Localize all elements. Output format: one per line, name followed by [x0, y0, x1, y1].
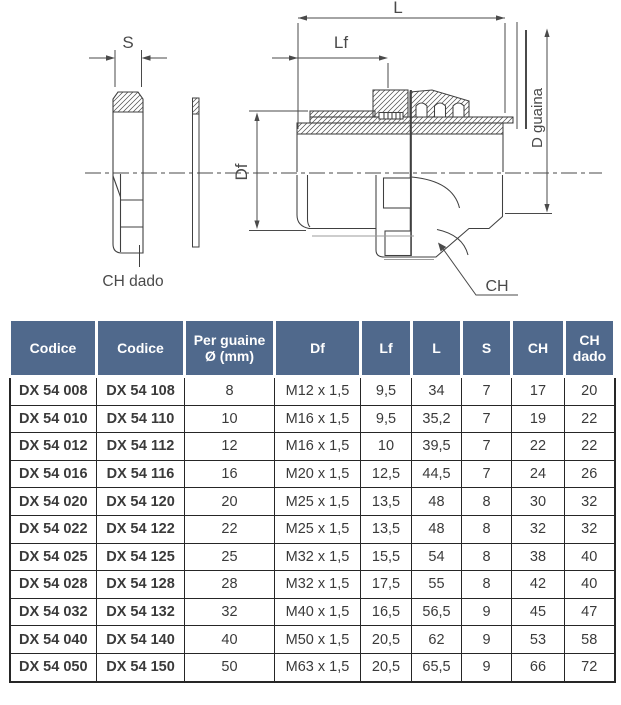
dimension-Lf	[272, 55, 388, 88]
table-cell: DX 54 112	[97, 433, 185, 461]
table-cell: 10	[185, 405, 275, 433]
table-cell: 40	[185, 626, 275, 654]
table-cell: DX 54 020	[10, 488, 97, 516]
table-cell: M25 x 1,5	[275, 488, 361, 516]
table-cell: M50 x 1,5	[275, 626, 361, 654]
table-cell: 56,5	[412, 598, 462, 626]
table-cell: 8	[462, 571, 512, 599]
column-header: S	[462, 320, 512, 377]
table-cell: 7	[462, 377, 512, 406]
table-cell: 9	[462, 653, 512, 681]
dimension-S	[89, 50, 167, 87]
table-cell: 20,5	[361, 626, 412, 654]
table-cell: DX 54 128	[97, 571, 185, 599]
table-cell: 47	[565, 598, 615, 626]
table-cell: 65,5	[412, 653, 462, 681]
table-cell: DX 54 032	[10, 598, 97, 626]
table-cell: 7	[462, 405, 512, 433]
table-cell: 34	[412, 377, 462, 406]
table-row	[10, 543, 615, 571]
table-cell: 17	[512, 377, 565, 406]
table-cell: 32	[512, 515, 565, 543]
table-cell: DX 54 150	[97, 653, 185, 681]
table-cell: 22	[512, 433, 565, 461]
table-cell: DX 54 110	[97, 405, 185, 433]
column-header: Codice	[97, 320, 185, 377]
column-header: CH dado	[565, 320, 615, 377]
table-cell: 22	[565, 433, 615, 461]
table-cell: 40	[565, 571, 615, 599]
table-cell: M12 x 1,5	[275, 377, 361, 406]
table-cell: 50	[185, 653, 275, 681]
table-cell: 24	[512, 460, 565, 488]
table-cell: DX 54 108	[97, 377, 185, 406]
cable-gland-drawing	[0, 0, 621, 314]
table-row	[10, 571, 615, 599]
table-cell: 32	[565, 515, 615, 543]
table-cell: 16	[185, 460, 275, 488]
table-row	[10, 653, 615, 681]
table-cell: 28	[185, 571, 275, 599]
table-cell: M25 x 1,5	[275, 515, 361, 543]
table-cell: 53	[512, 626, 565, 654]
table-row	[10, 460, 615, 488]
table-cell: DX 54 050	[10, 653, 97, 681]
table-cell: DX 54 040	[10, 626, 97, 654]
table-cell: M63 x 1,5	[275, 653, 361, 681]
spec-table	[8, 318, 616, 683]
table-cell: DX 54 010	[10, 405, 97, 433]
table-row	[10, 598, 615, 626]
table-cell: 48	[412, 488, 462, 516]
table-cell: 32	[565, 488, 615, 516]
table-cell: M32 x 1,5	[275, 571, 361, 599]
table-cell: 9	[462, 626, 512, 654]
table-cell: 20,5	[361, 653, 412, 681]
table-cell: DX 54 012	[10, 433, 97, 461]
table-cell: 20	[185, 488, 275, 516]
table-cell: 8	[462, 515, 512, 543]
column-header: L	[412, 320, 462, 377]
label-CH: CH	[485, 278, 509, 295]
table-cell: DX 54 116	[97, 460, 185, 488]
table-row	[10, 405, 615, 433]
table-cell: 9,5	[361, 405, 412, 433]
table-cell: DX 54 025	[10, 543, 97, 571]
column-header: Codice	[10, 320, 97, 377]
table-cell: 44,5	[412, 460, 462, 488]
table-cell: 13,5	[361, 488, 412, 516]
technical-drawing	[0, 0, 621, 314]
table-cell: M40 x 1,5	[275, 598, 361, 626]
table-cell: 66	[512, 653, 565, 681]
table-cell: 22	[565, 405, 615, 433]
table-cell: 42	[512, 571, 565, 599]
table-cell: 15,5	[361, 543, 412, 571]
table-cell: 17,5	[361, 571, 412, 599]
column-header: Lf	[361, 320, 412, 377]
table-cell: M16 x 1,5	[275, 433, 361, 461]
nut-side-view	[113, 92, 143, 253]
table-cell: 48	[412, 515, 462, 543]
header-row	[10, 320, 615, 377]
table-cell: 30	[512, 488, 565, 516]
table-cell: 55	[412, 571, 462, 599]
table-body	[10, 377, 615, 682]
table-cell: 58	[565, 626, 615, 654]
table-cell: 35,2	[412, 405, 462, 433]
table-header	[10, 320, 615, 377]
table-cell: DX 54 122	[97, 515, 185, 543]
table-cell: M32 x 1,5	[275, 543, 361, 571]
table-row	[10, 515, 615, 543]
table-cell: 16,5	[361, 598, 412, 626]
table-cell: DX 54 022	[10, 515, 97, 543]
table-cell: 7	[462, 460, 512, 488]
column-header: Per guaine Ø (mm)	[185, 320, 275, 377]
label-CH-dado: CH dado	[102, 273, 164, 290]
table-cell: DX 54 016	[10, 460, 97, 488]
label-Df: Df	[232, 163, 251, 181]
table-cell: 32	[185, 598, 275, 626]
table-cell: DX 54 120	[97, 488, 185, 516]
table-cell: DX 54 008	[10, 377, 97, 406]
table-row	[10, 626, 615, 654]
table-cell: 9,5	[361, 377, 412, 406]
table-cell: 10	[361, 433, 412, 461]
table-cell: 8	[462, 543, 512, 571]
table-cell: 38	[512, 543, 565, 571]
table-cell: 40	[565, 543, 615, 571]
table-cell: 8	[462, 488, 512, 516]
table-cell: DX 54 140	[97, 626, 185, 654]
table-cell: 54	[412, 543, 462, 571]
table-cell: 9	[462, 598, 512, 626]
table-cell: 20	[565, 377, 615, 406]
column-header: Df	[275, 320, 361, 377]
table-cell: 72	[565, 653, 615, 681]
table-cell: 12,5	[361, 460, 412, 488]
table-cell: 45	[512, 598, 565, 626]
table-cell: 7	[462, 433, 512, 461]
table-cell: DX 54 125	[97, 543, 185, 571]
table-cell: 8	[185, 377, 275, 406]
table-cell: 39,5	[412, 433, 462, 461]
table-cell: 19	[512, 405, 565, 433]
table-cell: DX 54 028	[10, 571, 97, 599]
column-header: CH	[512, 320, 565, 377]
table-cell: M20 x 1,5	[275, 460, 361, 488]
label-Lf: Lf	[333, 33, 349, 52]
table-cell: 62	[412, 626, 462, 654]
table-cell: 25	[185, 543, 275, 571]
washer-view	[193, 98, 200, 247]
gland-body-view	[297, 90, 513, 260]
table-row	[10, 488, 615, 516]
table-cell: M16 x 1,5	[275, 405, 361, 433]
table-cell: 22	[185, 515, 275, 543]
table-cell: 13,5	[361, 515, 412, 543]
label-L: L	[393, 0, 403, 17]
label-D-guaina: D guaina	[529, 87, 546, 149]
label-S: S	[122, 33, 134, 52]
table-cell: DX 54 132	[97, 598, 185, 626]
table-cell: 12	[185, 433, 275, 461]
table-cell: 26	[565, 460, 615, 488]
table-row	[10, 433, 615, 461]
table-row	[10, 377, 615, 406]
